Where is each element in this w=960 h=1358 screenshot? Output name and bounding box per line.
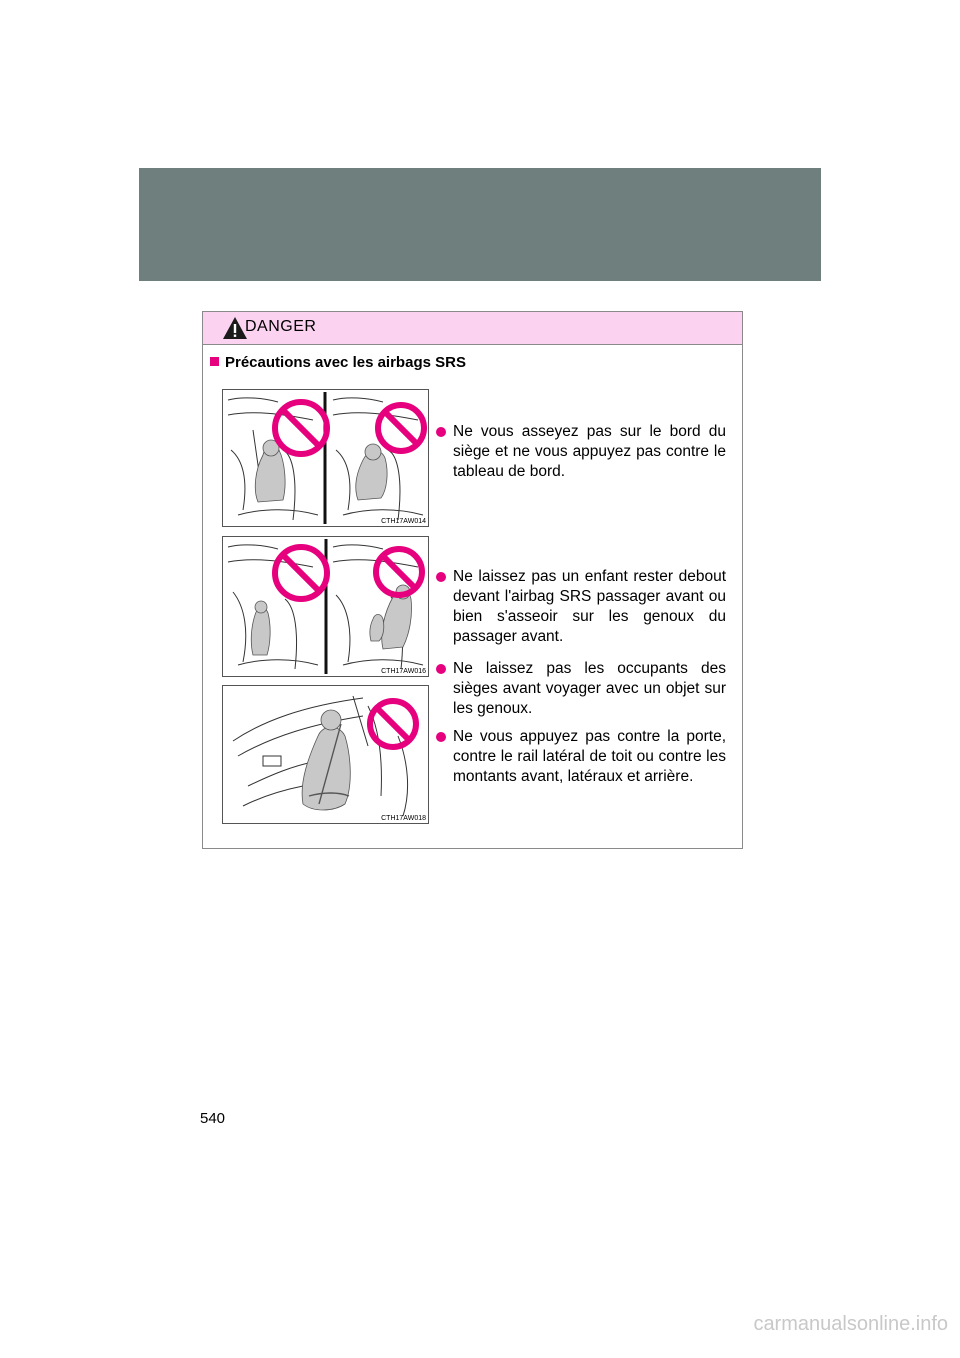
bullet-item <box>436 659 726 719</box>
danger-label: DANGER <box>245 318 317 335</box>
illustration-child-front-seat <box>223 537 428 676</box>
figure-code: CTH17AW016 <box>381 668 426 675</box>
figure-3 <box>222 685 429 824</box>
bullet-item <box>436 727 726 787</box>
footer-brand: carmanualsonline.info <box>753 1313 948 1335</box>
illustration-leaning-door <box>223 686 428 823</box>
section-title <box>210 354 466 371</box>
figure-code: CTH17AW018 <box>381 815 426 822</box>
figure-code: CTH17AW014 <box>381 518 426 525</box>
bullet-dot-icon <box>436 732 446 742</box>
bullet-dot-icon <box>436 572 446 582</box>
page-number: 540 <box>200 1110 226 1127</box>
bullet-text: Ne laissez pas un enfant rester debout devant l'airbag SRS passager avant ou bien s'asseoir sur les genoux du passager avant. <box>453 568 726 645</box>
figure-2 <box>222 536 429 677</box>
figure-1 <box>222 389 429 527</box>
illustration-leaning-dashboard <box>223 390 428 526</box>
bullet-item <box>436 567 726 647</box>
bullet-dot-icon <box>436 427 446 437</box>
danger-header <box>203 312 742 345</box>
bullet-text: Ne vous appuyez pas contre la porte, contre le rail latéral de toit ou contre les montants avant, latéraux et arrière. <box>453 728 726 785</box>
prohibition-icon <box>275 402 424 454</box>
danger-box <box>202 311 743 849</box>
bullet-text: Ne laissez pas les occupants des sièges avant voyager avec un objet sur les genoux. <box>453 660 726 717</box>
square-bullet-icon <box>210 357 219 366</box>
bullet-text: Ne vous asseyez pas sur le bord du siège et ne vous appuyez pas contre le tableau de bord. <box>453 423 726 480</box>
header-band <box>139 168 821 281</box>
section-title-text: Précautions avec les airbags SRS <box>225 354 466 371</box>
bullet-item <box>436 422 726 482</box>
bullet-dot-icon <box>436 664 446 674</box>
